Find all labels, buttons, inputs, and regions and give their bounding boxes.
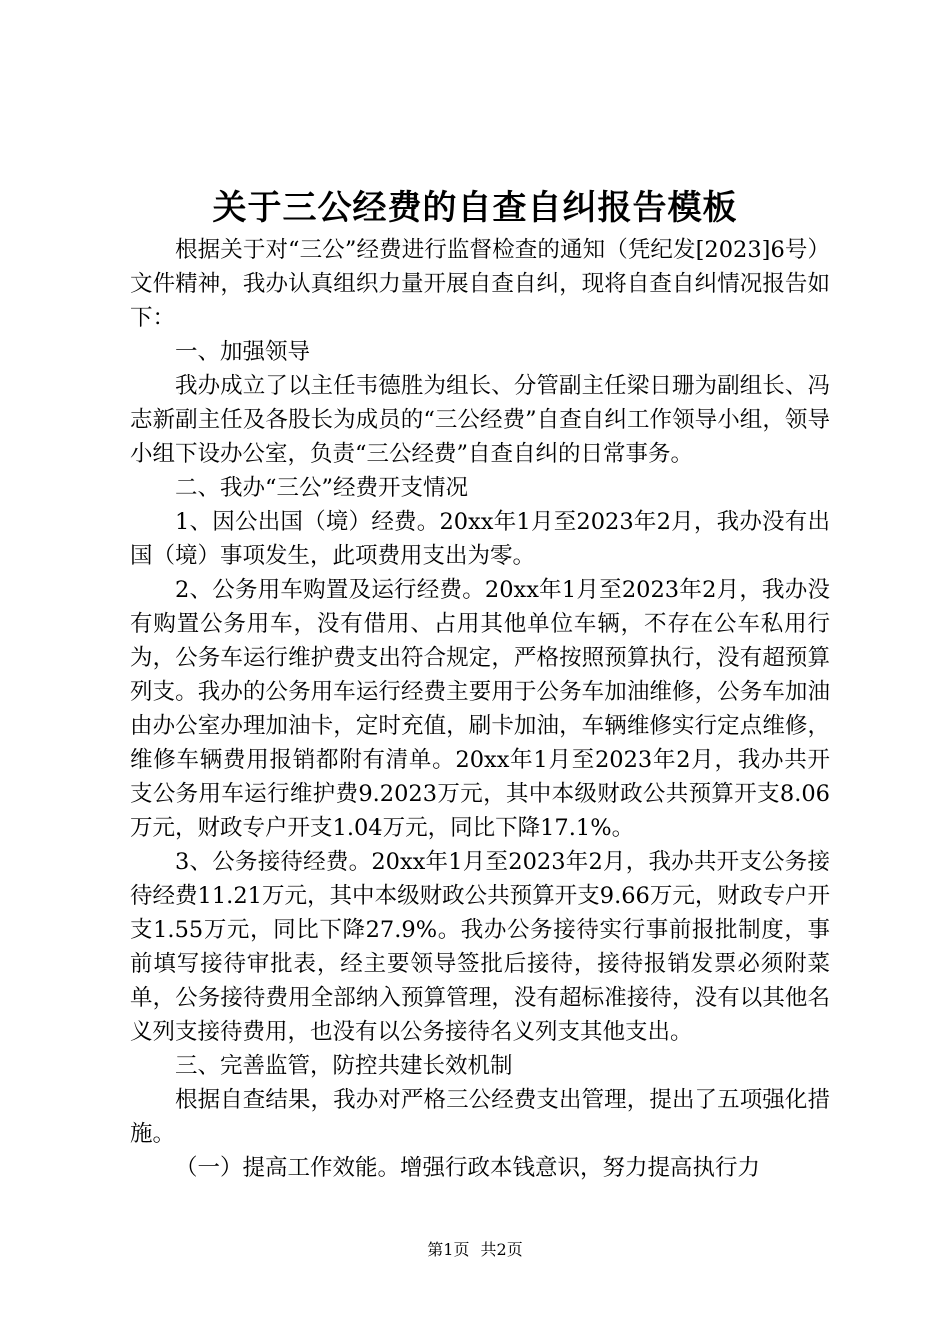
page-number: 第1页 — [427, 1240, 470, 1259]
paragraph-vehicle-expense: 2、公务用车购置及运行经费。20xx年1月至2023年2月，我办没有购置公务用车，没有借用、占用其他单位车辆，不存在公车私用行为，公务车运行维护费支出符合规定，严格按照预算执行，没有超预算列支。我办的公务用车运行经费主要用于公务车加油维修，公务车加油由办公室办理加油卡，定时充值，刷卡加油，车辆维修实行定点维修，维修车辆费用报销都附有清单。20xx年1月至2023年2月，我办共开支公务用车运行维护费9.2023万元，其中本级财政公共预算开支8.06万元，财政专户开支1.04万元，同比下降17.1%。 — [130, 577, 830, 841]
paragraph-leadership: 我办成立了以主任韦德胜为组长、分管副主任梁日珊为副组长、冯志新副主任及各股长为成员的“三公经费”自查自纠工作领导小组，领导小组下设办公室，负责“三公经费”自查自纠的日常事务。 — [130, 373, 830, 467]
page-total: 共2页 — [480, 1240, 523, 1259]
paragraph-measures: 根据自查结果，我办对严格三公经费支出管理，提出了五项强化措施。 — [130, 1087, 830, 1147]
heading-section-3: 三、完善监管，防控共建长效机制 — [175, 1053, 513, 1079]
paragraph-reception-expense: 3、公务接待经费。20xx年1月至2023年2月，我办共开支公务接待经费11.21万元，其中本级财政公共预算开支9.66万元，财政专户开支1.55万元，同比下降27.9%。我办公务接待实行事前报批制度，事前填写接待审批表，经主要领导签批后接待，接待报销发票必须附菜单，公务接待费用全部纳入预算管理，没有超标准接待，没有以其他名义列支接待费用，也没有以公务接待名义列支其他支出。 — [130, 849, 830, 1045]
heading-section-1: 一、加强领导 — [175, 339, 311, 365]
paragraph-overseas-expense: 1、因公出国（境）经费。20xx年1月至2023年2月，我办没有出国（境）事项发生，此项费用支出为零。 — [130, 509, 830, 569]
page-footer — [0, 1240, 950, 1260]
document-title: 关于三公经费的自查自纠报告模板 — [212, 188, 738, 228]
paragraph-intro: 根据关于对“三公”经费进行监督检查的通知（凭纪发[2023]6号）文件精神，我办认真组织力量开展自查自纠，现将自查自纠情况报告如下： — [130, 237, 830, 331]
paragraph-measure-1: （一）提高工作效能。增强行政本钱意识，努力提高执行力 — [175, 1155, 761, 1181]
document-body — [130, 233, 830, 1185]
heading-section-2: 二、我办“三公”经费开支情况 — [175, 475, 469, 501]
